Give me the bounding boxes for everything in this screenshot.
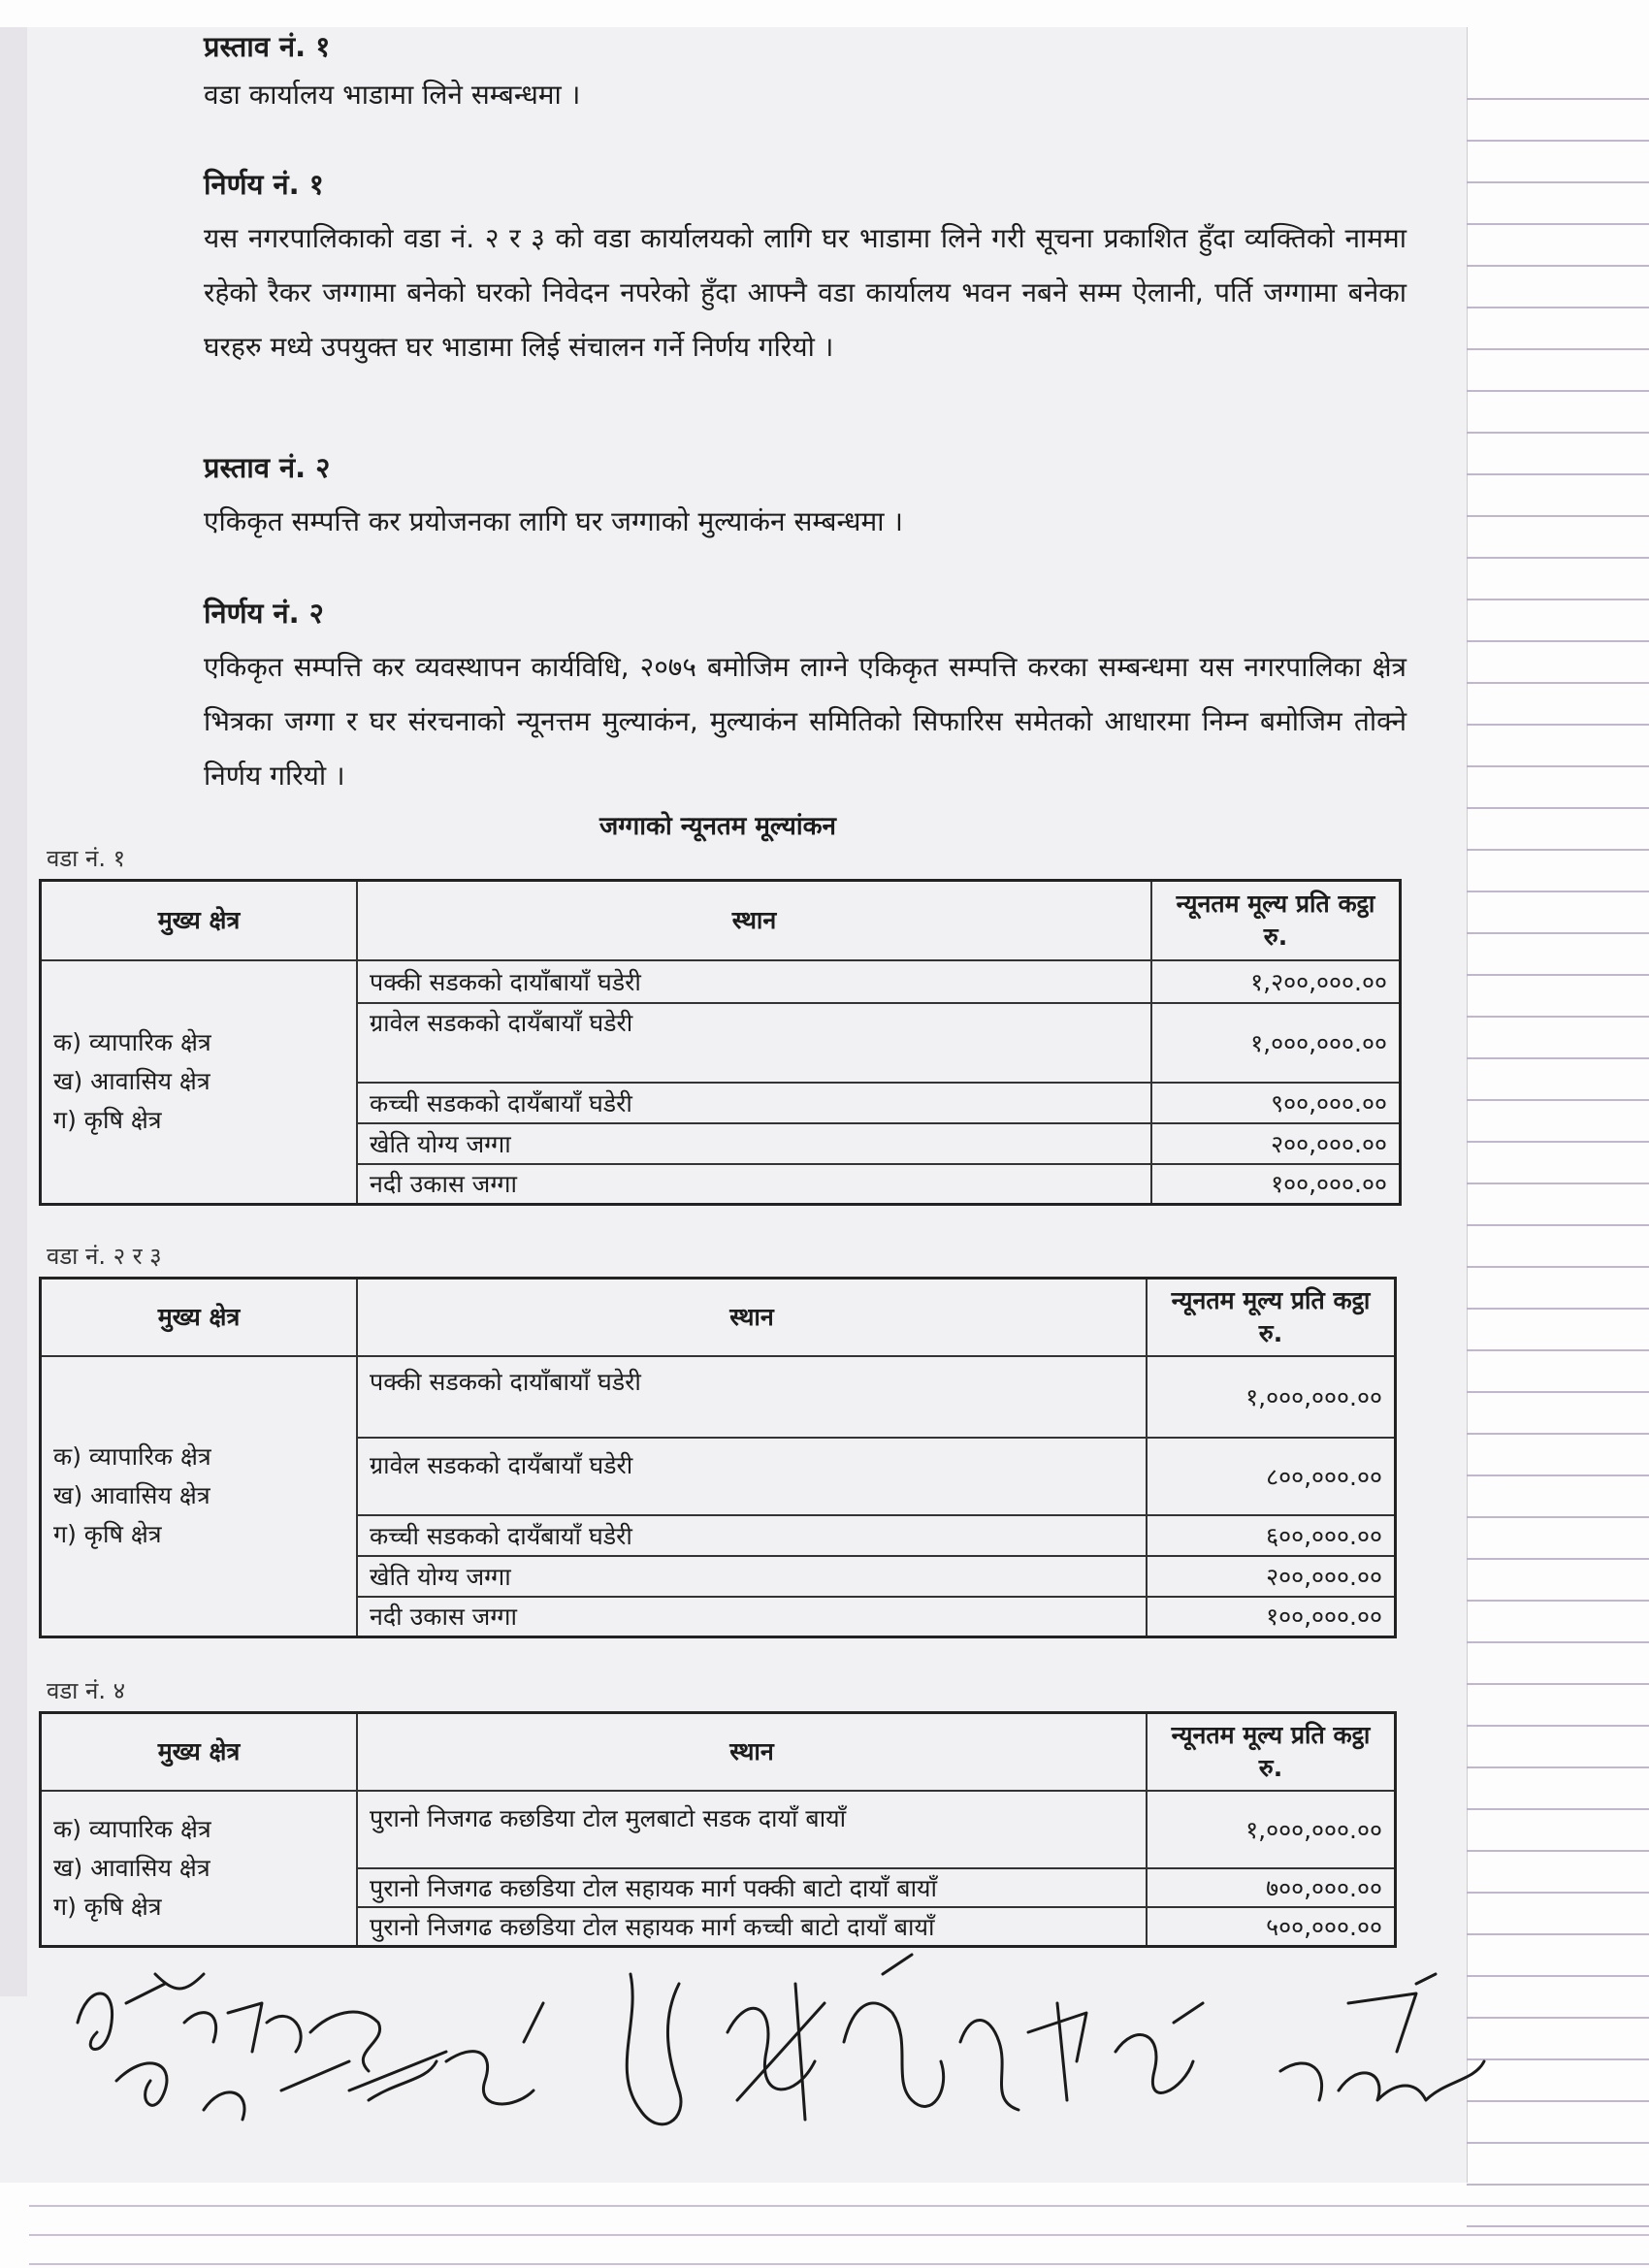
proposal-1-heading: प्रस्ताव नं. १	[204, 30, 331, 63]
area-commercial: क) व्यापारिक क्षेत्र	[53, 1028, 211, 1057]
col-price-header: न्यूनतम मूल्य प्रति कट्ठा रु.	[1151, 881, 1401, 960]
decision-1-heading: निर्णय नं. १	[204, 168, 324, 201]
col-area-header: मुख्य क्षेत्र	[41, 881, 358, 960]
area-residential: ख) आवासिय क्षेत्र	[53, 1481, 210, 1510]
place-cell: पक्की सडकको दायाँबायाँ घडेरी	[357, 1356, 1147, 1438]
place-cell: कच्ची सडकको दायँबायाँ घडेरी	[357, 1515, 1147, 1556]
place-cell: कच्ची सडकको दायँबायाँ घडेरी	[357, 1083, 1151, 1123]
price-cell: ५००,०००.००	[1147, 1907, 1396, 1947]
notebook-ruled-lines	[1467, 58, 1649, 2260]
price-cell: १००,०००.००	[1147, 1597, 1396, 1637]
signature-7	[844, 1955, 944, 2106]
price-cell: ७००,०००.००	[1147, 1868, 1396, 1907]
ward-2-3-table	[39, 1277, 1397, 1638]
ward-4-table	[39, 1711, 1397, 1948]
place-cell: ग्रावेल सडकको दायँबायाँ घडेरी	[357, 1003, 1151, 1083]
col-area-header: मुख्य क्षेत्र	[41, 1279, 358, 1356]
place-cell: खेति योग्य जग्गा	[357, 1123, 1151, 1164]
area-commercial: क) व्यापारिक क्षेत्र	[53, 1442, 211, 1472]
price-cell: ६००,०००.००	[1147, 1515, 1396, 1556]
ward-1-table	[39, 879, 1402, 1206]
ward-4-label: वडा नं. ४	[47, 1677, 126, 1704]
signatures-block	[58, 1945, 1552, 2187]
price-cell: २००,०००.००	[1151, 1123, 1401, 1164]
col-place-header: स्थान	[357, 1713, 1147, 1791]
proposal-1-text: वडा कार्यालय भाडामा लिने सम्बन्धमा ।	[204, 79, 581, 111]
proposal-2-heading: प्रस्ताव नं. २	[204, 451, 331, 484]
price-cell: १,०००,०००.००	[1147, 1791, 1396, 1868]
price-cell: ८००,०००.००	[1147, 1438, 1396, 1515]
table-title: जग्गाको न्यूनतम मूल्यांकन	[599, 812, 836, 841]
col-price-header: न्यूनतम मूल्य प्रति कट्ठा रु.	[1147, 1713, 1396, 1791]
area-agricultural: ग) कृषि क्षेत्र	[53, 1892, 162, 1921]
signature-6	[728, 1984, 824, 2120]
page-edge	[0, 27, 27, 1996]
price-cell: २००,०००.००	[1147, 1556, 1396, 1597]
price-cell: १,०००,०००.००	[1147, 1356, 1396, 1438]
proposal-2-text: एकिकृत सम्पत्ति कर प्रयोजनका लागि घर जग्गाको मुल्याकंन सम्बन्धमा ।	[204, 505, 903, 537]
place-cell: खेति योग्य जग्गा	[357, 1556, 1147, 1597]
signature-3	[310, 2012, 446, 2100]
signature-8	[960, 2003, 1086, 2110]
col-place-header: स्थान	[357, 881, 1151, 960]
ward-1-label: वडा नं. १	[47, 845, 126, 872]
decision-1-text: यस नगरपालिकाको वडा नं. २ र ३ को वडा कार्यालयको लागि घर भाडामा लिने गरी सूचना प्रकाशित हुँदा व्यक्तिको नाममा रहेको रैकर जग्गामा बनेको घरको निवेदन नपरेको हुँदा आफ्नै वडा कार्यालय भवन नबने सम्म ऐलानी, पर्ति जग्गामा बनेका घरहरु मध्ये उपयुक्त घर भाडामा लिई संचालन गर्ने निर्णय गरियो ।	[204, 222, 1406, 363]
area-agricultural: ग) कृषि क्षेत्र	[53, 1106, 162, 1135]
area-list	[41, 1791, 358, 1947]
area-commercial: क) व्यापारिक क्षेत्र	[53, 1814, 211, 1843]
place-cell: पुरानो निजगढ कछडिया टोल सहायक मार्ग पक्की बाटो दायाँ बायाँ	[357, 1868, 1147, 1907]
place-cell: ग्रावेल सडकको दायँबायाँ घडेरी	[357, 1438, 1147, 1515]
price-cell: ९००,०००.००	[1151, 1083, 1401, 1123]
signature-10	[1280, 1974, 1484, 2100]
area-residential: ख) आवासिय क्षेत्र	[53, 1853, 210, 1882]
signature-9	[1116, 2003, 1203, 2092]
place-cell: पुरानो निजगढ कछडिया टोल सहायक मार्ग कच्ची बाटो दायाँ बायाँ	[357, 1907, 1147, 1947]
signature-5	[627, 1974, 681, 2124]
signature-4	[446, 2003, 543, 2104]
area-list	[41, 1356, 358, 1637]
col-area-header: मुख्य क्षेत्र	[41, 1713, 358, 1791]
price-cell: १००,०००.००	[1151, 1164, 1401, 1205]
place-cell: पुरानो निजगढ कछडिया टोल मुलबाटो सडक दायाँ बायाँ	[357, 1791, 1147, 1868]
place-cell: नदी उकास जग्गा	[357, 1597, 1147, 1637]
col-place-header: स्थान	[357, 1279, 1147, 1356]
price-cell: १,०००,०००.००	[1151, 1003, 1401, 1083]
place-cell: नदी उकास जग्गा	[357, 1164, 1151, 1205]
place-cell: पक्की सडकको दायाँबायाँ घडेरी	[357, 960, 1151, 1003]
ward-2-3-label: वडा नं. २ र ३	[47, 1243, 162, 1270]
col-price-header: न्यूनतम मूल्य प्रति कट्ठा रु.	[1147, 1279, 1396, 1356]
area-agricultural: ग) कृषि क्षेत्र	[53, 1520, 162, 1549]
area-list	[41, 960, 358, 1205]
area-residential: ख) आवासिय क्षेत्र	[53, 1067, 210, 1096]
decision-2-text: एकिकृत सम्पत्ति कर व्यवस्थापन कार्यविधि, २०७५ बमोजिम लाग्ने एकिकृत सम्पत्ति करका सम्बन्धमा यस नगरपालिका क्षेत्र भित्रका जग्गा र घर संरचनाको न्यूनत्तम मुल्याकंन, मुल्याकंन समितिको सिफारिस समेतको आधारमा निम्न बमोजिम तोक्ने निर्णय गरियो ।	[204, 651, 1406, 792]
notebook-ruled-lines-bottom	[29, 2178, 1649, 2268]
signature-1	[78, 1974, 204, 2105]
price-cell: १,२००,०००.००	[1151, 960, 1401, 1003]
decision-2-heading: निर्णय नं. २	[204, 597, 324, 630]
